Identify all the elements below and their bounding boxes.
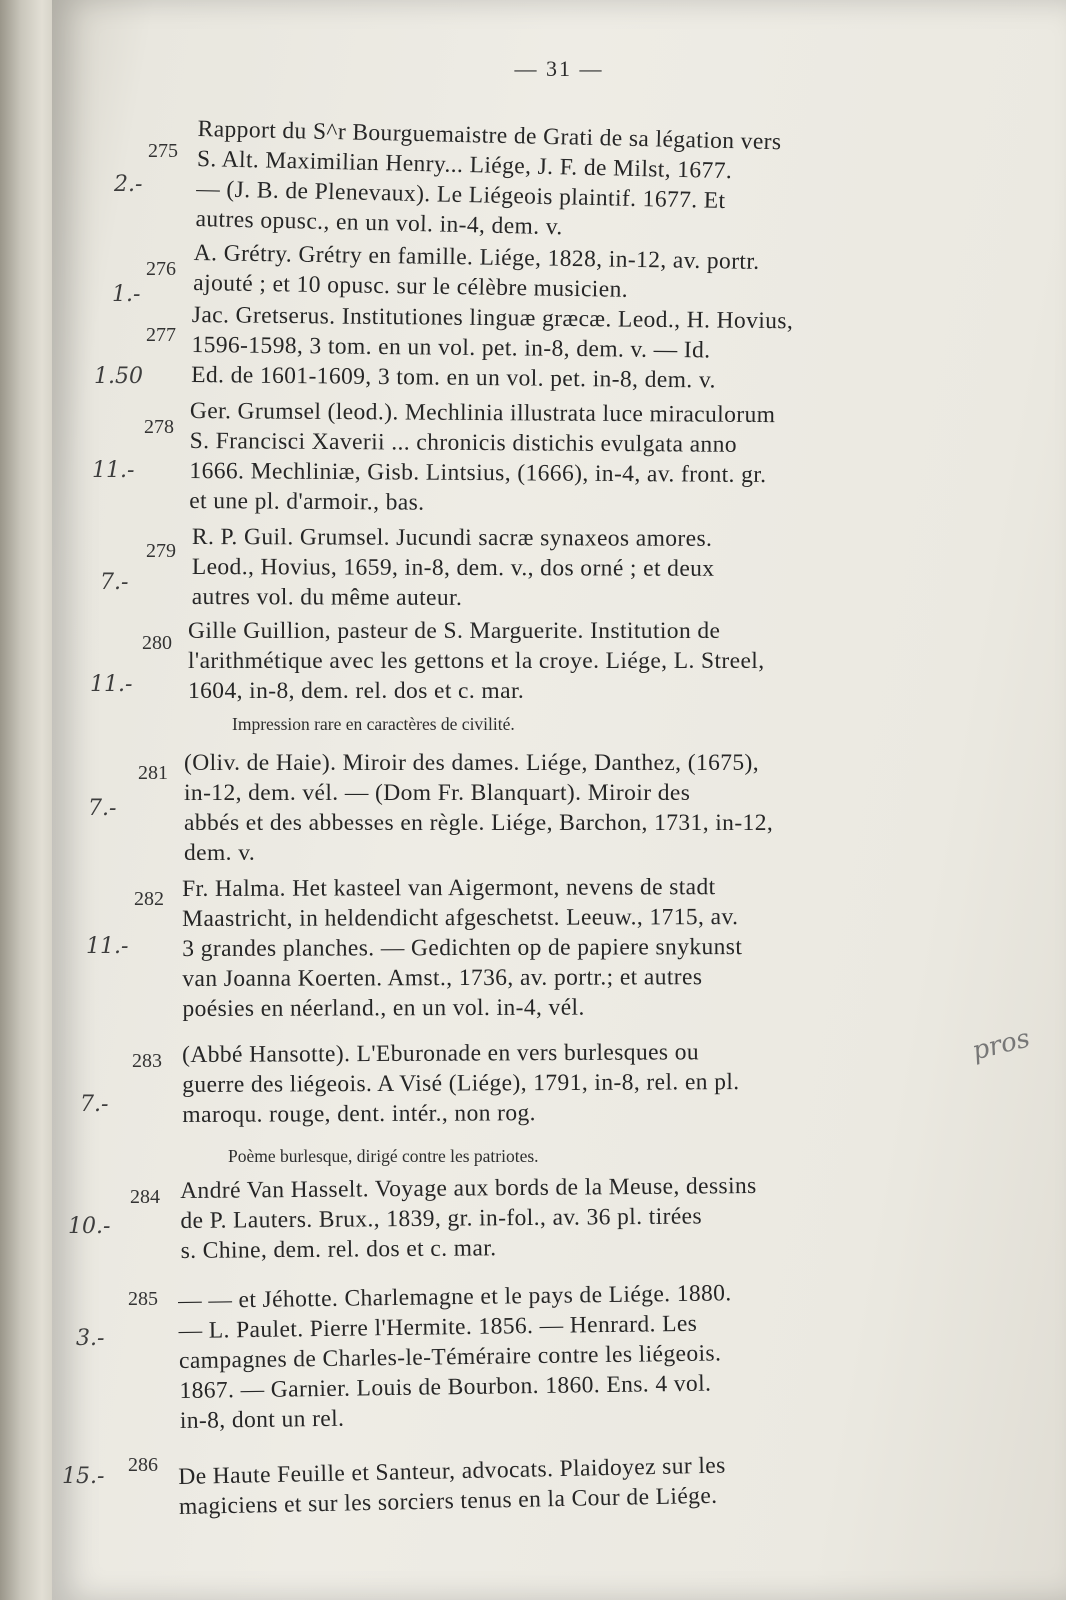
entry-line: in-12, dem. vél. — (Dom Fr. Blanquart). Miroir des — [184, 780, 691, 806]
handwritten-price: 11.- — [92, 458, 135, 483]
entry-line: 3 grandes planches. — Gedichten op de papiere snykunst — [182, 934, 743, 962]
entry-line: Ger. Grumsel (leod.). Mechlinia illustrata luce miraculorum — [189, 397, 776, 429]
entry-line: 1666. Mechliniæ, Gisb. Lintsius, (1666), in-4, av. front. gr. — [189, 457, 767, 489]
entry-line: Jac. Gretserus. Institutiones linguæ græcæ. Leod., H. Hovius, — [191, 301, 794, 335]
entry-line: André Van Hasselt. Voyage aux bords de la Meuse, dessins — [180, 1172, 757, 1204]
lot-number: 279 — [146, 540, 176, 562]
entry-line: dem. v. — [184, 840, 256, 866]
lot-number: 284 — [130, 1186, 160, 1208]
lot-number: 276 — [146, 258, 176, 280]
entry-line: — (J. B. de Plenevaux). Le Liégeois plaintif. 1677. Et — [196, 175, 726, 214]
lot-number: 285 — [128, 1288, 158, 1310]
lot-number: 281 — [138, 762, 168, 784]
entry-text — [193, 238, 760, 307]
entry-line: 1867. — Garnier. Louis de Bourbon. 1860. Ens. 4 vol. — [179, 1370, 712, 1404]
entry-line: abbés et des abbesses en règle. Liége, Barchon, 1731, in-12, — [184, 810, 774, 836]
lot-number: 277 — [146, 324, 176, 346]
lot-number: 283 — [132, 1050, 162, 1072]
lot-number: 286 — [128, 1454, 158, 1476]
lot-number: 278 — [144, 416, 174, 438]
handwritten-price: 10.- — [68, 1214, 111, 1239]
entry-text — [182, 1037, 740, 1130]
entry-line: S. Francisci Xaverii ... chronicis distichis evulgata anno — [189, 427, 738, 458]
entry-line: l'arithmétique avec les gettons et la croye. Liége, L. Streel, — [188, 648, 765, 674]
page-number: — 31 — — [514, 56, 604, 81]
entry-text — [188, 616, 765, 706]
entry-line: R. P. Guil. Grumsel. Jucundi sacræ synaxeos amores. — [191, 524, 713, 552]
entry-line: magiciens et sur les sorciers tenus en la Cour de Liége. — [178, 1482, 718, 1520]
entry-line: Gille Guillion, pasteur de S. Marguerite. Institution de — [188, 618, 721, 644]
entry-line: Ed. de 1601-1609, 3 tom. en un vol. pet. in-8, dem. v. — [191, 361, 716, 394]
handwritten-price: 11.- — [90, 672, 133, 697]
entry-line: (Abbé Hansotte). L'Eburonade en vers burlesques ou — [182, 1039, 700, 1068]
handwritten-price: 7.- — [100, 570, 129, 595]
entry-text — [191, 300, 793, 396]
handwritten-price: 3.- — [76, 1326, 105, 1351]
entry-line: de P. Lauters. Brux., 1839, gr. in-fol., av. 36 pl. tirées — [180, 1203, 703, 1234]
margin-handwriting: pros — [969, 1023, 1033, 1067]
entry-line: poésies en néerland., en un vol. in-4, vél. — [182, 994, 585, 1022]
entry-line: — — et Jéhotte. Charlemagne et le pays de Liége. 1880. — [178, 1280, 732, 1314]
handwritten-price: 7.- — [80, 1092, 109, 1117]
entry-note: Impression rare en caractères de civilité. — [232, 714, 515, 734]
handwritten-price: 1.50 — [94, 364, 143, 389]
lot-number: 282 — [134, 888, 164, 910]
entry-text — [195, 114, 782, 247]
entry-text — [182, 872, 743, 1024]
entry-text — [192, 522, 715, 614]
handwritten-price: 7.- — [88, 796, 117, 821]
entry-line: guerre des liégeois. A Visé (Liége), 1791, in-8, rel. en pl. — [182, 1069, 740, 1098]
entry-line: S. Alt. Maximilian Henry... Liége, J. F. de Milst, 1677. — [196, 145, 733, 185]
handwritten-price: 1.- — [112, 282, 141, 307]
entry-line: autres opusc., en un vol. in-4, dem. v. — [195, 205, 563, 241]
entry-line: Fr. Halma. Het kasteel van Aigermont, nevens de stadt — [182, 874, 716, 902]
entry-note: Poème burlesque, dirigé contre les patriotes. — [228, 1146, 539, 1166]
entry-line: maroqu. rouge, dent. intér., non rog. — [182, 1100, 536, 1128]
book-spine — [0, 0, 60, 1600]
entry-line: ajouté ; et 10 opusc. sur le célèbre musicien. — [193, 269, 629, 303]
entry-line: autres vol. du même auteur. — [191, 583, 463, 611]
handwritten-price: 11.- — [86, 934, 129, 959]
entry-text — [178, 1451, 727, 1522]
lot-number: 280 — [142, 632, 172, 654]
entry-line: Rapport du S^r Bourguemaistre de Grati de sa légation vers — [197, 115, 782, 156]
entry-line: in-8, dont un rel. — [179, 1405, 345, 1434]
entry-line: 1604, in-8, dem. rel. dos et c. mar. — [188, 678, 525, 704]
entry-line: Maastricht, in heldendicht afgeschetst. Leeuw., 1715, av. — [182, 904, 739, 932]
entry-line: van Joanna Koerten. Amst., 1736, av. portr.; et autres — [182, 964, 703, 992]
entry-line: Leod., Hovius, 1659, in-8, dem. v., dos orné ; et deux — [191, 553, 715, 582]
entry-text — [184, 748, 773, 868]
entry-line: — L. Paulet. Pierre l'Hermite. 1856. — Henrard. Les — [178, 1310, 698, 1344]
entry-line: De Haute Feuille et Santeur, advocats. Plaidoyez sur les — [178, 1452, 726, 1490]
entry-line: s. Chine, dem. rel. dos et c. mar. — [180, 1235, 497, 1264]
lot-number: 275 — [148, 140, 178, 162]
entry-text — [189, 396, 775, 520]
entry-text — [178, 1278, 733, 1436]
catalogue-page — [52, 0, 1066, 1600]
handwritten-price: 2.- — [114, 172, 143, 197]
entry-line: et une pl. d'armoir., bas. — [189, 487, 425, 516]
entry-line: (Oliv. de Haie). Miroir des dames. Liége, Danthez, (1675), — [184, 750, 760, 776]
entry-text — [180, 1171, 757, 1266]
entry-line: campagnes de Charles-le-Téméraire contre les liégeois. — [178, 1340, 722, 1374]
handwritten-price: 15.- — [62, 1464, 105, 1489]
entry-line: 1596-1598, 3 tom. en un vol. pet. in-8, dem. v. — Id. — [191, 331, 711, 364]
entry-line: A. Grétry. Grétry en famille. Liége, 1828, in-12, av. portr. — [193, 239, 760, 275]
